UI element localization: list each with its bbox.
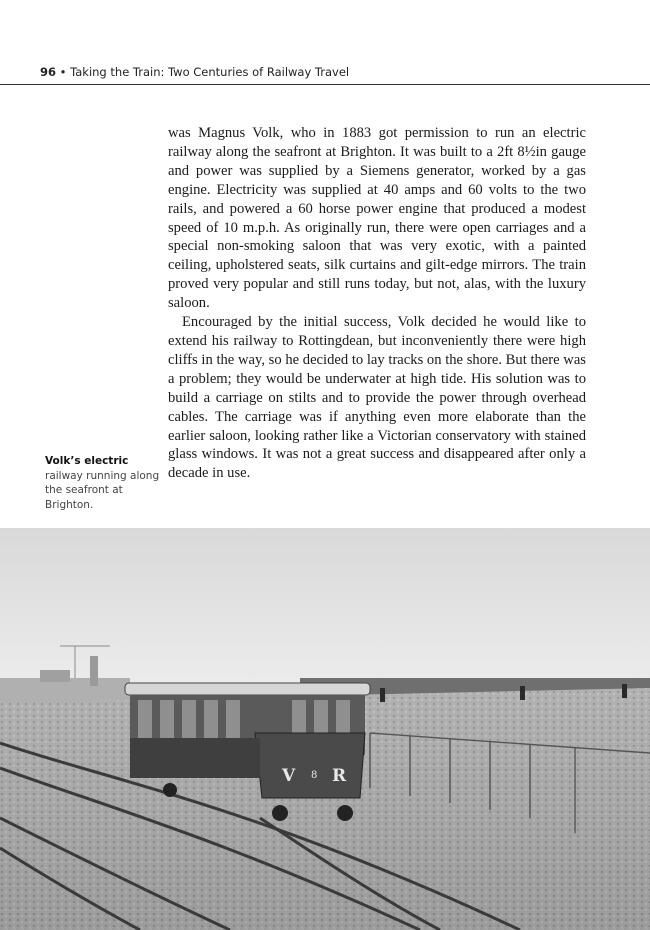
- page-number: 96: [40, 65, 57, 79]
- caption-text: railway running along the seafront at Brighton.: [45, 469, 160, 511]
- running-header: [40, 65, 650, 83]
- book-title: Taking the Train: Two Centuries of Railway Travel: [70, 65, 350, 79]
- tram-letter-r: R: [332, 766, 347, 786]
- photo-caption: [45, 454, 160, 512]
- header-separator: •: [59, 65, 67, 79]
- tram-letter-v: V: [282, 766, 296, 786]
- paragraph: Encouraged by the initial success, Volk decided he would like to extend his railway to Rottingdean, but inconveniently there were high cliffs in the way, so he decided to lay tracks on the shore. But there was a problem; they would be underwater at high tide. His solution was to build a carriage on stilts and to provide the power through overhead cables. The carriage was if anything even more elaborate than the earlier saloon, looking rather like a Victorian conservatory with stained glass windows. It was not a great success and disappeared after only a decade in use.: [168, 314, 586, 482]
- header-rule: [0, 84, 650, 85]
- tram-number: 8: [311, 770, 318, 781]
- paragraph: was Magnus Volk, who in 1883 got permission to run an electric railway along the seafront at Brighton. It was built to a 2ft 8½in gauge and power was supplied by a Siemens generator, worked by a gas engine. Electricity was supplied at 40 amps and 60 volts to the two rails, and powered a 60 horse power engine that produced a modest speed of 10 m.p.h. As originally run, there were open carriages and a special non-smoking saloon that was very exotic, with a painted ceiling, upholstered seats, silk curtains and gilt-edge mirrors. The train proved very popular and still runs today, but not, alas, with the luxury saloon.: [168, 125, 586, 312]
- caption-bold: Volk’s electric: [45, 455, 129, 467]
- photo-illustration: [0, 528, 650, 930]
- railway-photo: [0, 528, 650, 930]
- body-text: [168, 124, 586, 483]
